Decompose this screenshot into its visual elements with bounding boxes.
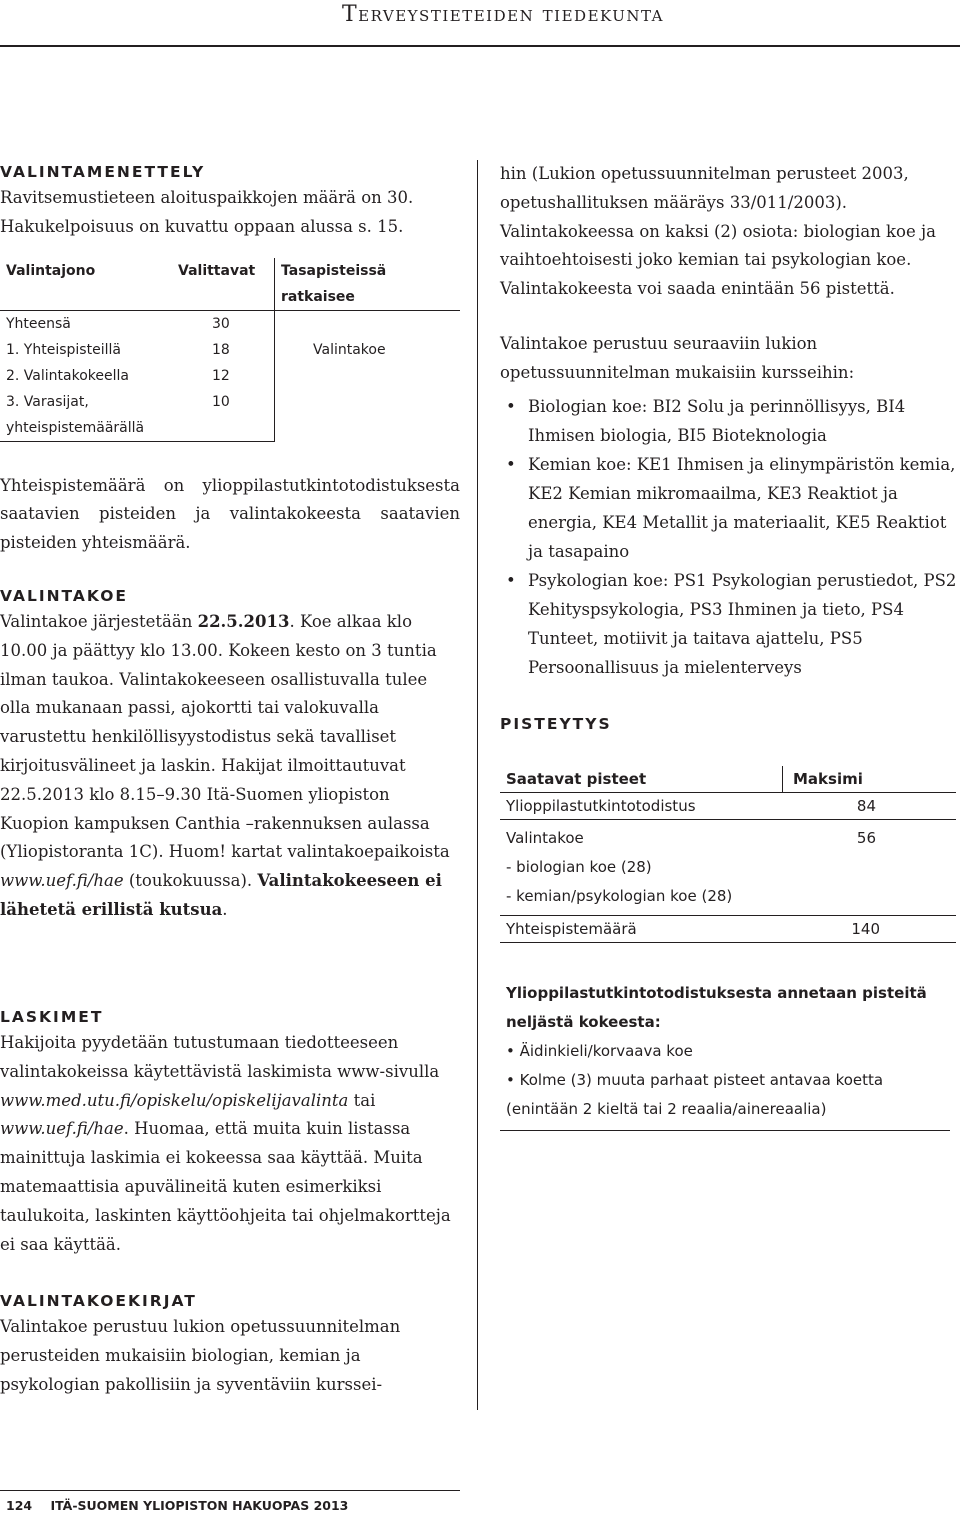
bullet-icon: • xyxy=(506,396,516,416)
uef-link[interactable]: www.uef.fi/hae xyxy=(0,871,124,891)
valintakoekirjat-text: Valintakoe perustuu lukion opetussuunnitelman perusteiden mukaisiin biologian, kemian ja psykologian pakollisiin ja syventäviin kurssei- xyxy=(0,1317,401,1394)
col-header-tasapisteissa: Tasapisteissä xyxy=(281,262,387,279)
row-label: yhteispistemäärällä xyxy=(0,415,172,442)
laskimet-text: Hakijoita pyydetään tutustumaan tiedotteeseen valintakokeissa käytettävistä laskimista www-sivulla www.med.utu.fi/opiskelu/opiskelijavalinta tai www.uef.fi/hae. Huomaa, että muita kuin listassa mainittuja laskimia ei kokeessa saa käyttää. Muita matemaattisia apuvälineitä kuten esimerkiksi taulukoita, laskinten käyttöohjeita tai ohjelmakortteja ei saa käyttää. xyxy=(0,1033,451,1254)
bullet-icon: • xyxy=(506,454,516,474)
row-count: 18 xyxy=(172,337,275,363)
points-row-value: 84 xyxy=(783,792,957,819)
row-count: 10 xyxy=(172,389,275,415)
heading-valintamenettely: VALINTAMENETTELY xyxy=(0,163,206,181)
list-item: • Biologian koe: BI2 Solu ja perinnöllisyys, BI4 Ihmisen biologia, BI5 Bioteknologia xyxy=(500,392,960,450)
publication-title: ITÄ-SUOMEN YLIOPISTON HAKUOPAS 2013 xyxy=(50,1498,349,1513)
list-item: • Psykologian koe: PS1 Psykologian perustiedot, PS2 Kehityspsykologia, PS3 Ihminen ja tieto, PS4 Tunteet, motiivit ja taitava ajattelu, PS5 Persoonallisuus ja mielenterveys xyxy=(500,566,960,682)
continued-text: hin (Lukion opetussuunnitelman perusteet 2003, opetushallituksen määräys 33/011/2003). Valintakokeessa on kaksi (2) osiota: biologian koe ja vaihtoehtoisesti joko kemian tai psykologian koe. Valintakokeesta voi saada enintään 56 pistettä. xyxy=(500,164,936,299)
row-count: 30 xyxy=(172,310,275,337)
left-column xyxy=(0,160,460,925)
column-divider xyxy=(477,160,478,1410)
page-number: 124 xyxy=(6,1498,33,1513)
selection-table xyxy=(0,258,460,442)
heading-pisteytys: PISTEYTYS xyxy=(500,714,612,733)
row-tie: Valintakoe xyxy=(313,341,386,358)
points-row-sub: - kemian/psykologian koe (28) xyxy=(506,886,733,905)
points-row-value: 56 xyxy=(783,819,957,915)
right-column xyxy=(500,160,960,1131)
header-divider xyxy=(0,45,960,47)
yhteispisteet-text: Yhteispistemäärä on ylioppilastutkintotodistuksesta saatavien pisteiden ja valintakokeesta saatavien pisteiden yhteismäärä. xyxy=(0,475,460,553)
valintakoe-date: 22.5.2013 xyxy=(197,611,290,631)
valintakoe-text: Valintakoe järjestetään 22.5.2013. Koe alkaa klo 10.00 ja päättyy klo 13.00. Kokeen kesto on 3 tuntia ilman taukoa. Valintakokeeseen osallistuvalla tulee olla mukanaan passi, ajokortti tai valokuvalla varustettu henkilöllisyystodistus sekä tavalliset kirjoitusvälineet ja laskin. Hakijat ilmoittautuvat 22.5.2013 klo 8.15–9.30 Itä-Suomen yliopiston Kuopion kampuksen Canthia –rakennuksen aulassa (Yliopistoranta 1C). Huom! kartat valintakoepaikoista www.uef.fi/hae (toukokuussa). Valintakokeeseen ei lähetetä erillistä kutsua. xyxy=(0,611,450,919)
points-table xyxy=(500,766,956,943)
yo-note xyxy=(500,979,950,1131)
points-row-sub: - biologian koe (28) xyxy=(506,857,652,876)
heading-valintakoe: VALINTAKOE xyxy=(0,586,129,605)
courses-list xyxy=(500,392,960,682)
valintamenettely-text: Ravitsemustieteen aloituspaikkojen määrä on 30. Hakukelpoisuus on kuvattu oppaan alussa s. 15. xyxy=(0,188,414,236)
yo-note-item: • Äidinkieli/korvaava koe xyxy=(506,1041,693,1060)
yo-note-item: (enintään 2 kieltä tai 2 reaalia/ainereaalia) xyxy=(506,1099,827,1118)
col-header-ratkaisee: ratkaisee xyxy=(275,284,461,311)
list-item: • Kemian koe: KE1 Ihmisen ja elinympäristön kemia, KE2 Kemian mikromaailma, KE3 Reaktiot ja energia, KE4 Metallit ja materiaalit, KE5 Reaktiot ja tasapaino xyxy=(500,450,960,566)
row-label: 1. Yhteispisteillä xyxy=(6,341,121,358)
col-header-valittavat: Valittavat xyxy=(172,258,275,284)
courses-intro: Valintakoe perustuu seuraaviin lukion opetussuunnitelman mukaisiin kursseihin: xyxy=(500,333,855,382)
row-label: 3. Varasijat, xyxy=(6,393,89,410)
points-row-label: Yhteispistemäärä xyxy=(500,915,783,942)
points-header-max: Maksimi xyxy=(783,766,957,793)
points-header-label: Saatavat pisteet xyxy=(500,766,783,793)
row-label: Yhteensä xyxy=(6,315,71,332)
no-invitation-note: Valintakokeeseen ei lähetetä erillistä kutsua xyxy=(0,871,442,919)
uef-link-2[interactable]: www.uef.fi/hae xyxy=(0,1119,124,1139)
yo-note-item: • Kolme (3) muuta parhaat pisteet antavaa koetta xyxy=(506,1070,884,1089)
row-label: 2. Valintakokeella xyxy=(6,367,129,384)
page-header-title: Terveystieteiden tiedekunta xyxy=(341,2,664,27)
footer-divider xyxy=(0,1490,460,1491)
heading-laskimet: LASKIMET xyxy=(0,1008,104,1026)
col-header-valintajono: Valintajono xyxy=(6,262,96,279)
row-count: 12 xyxy=(172,363,275,389)
points-row-label: Valintakoe xyxy=(506,828,584,847)
heading-valintakoekirjat: VALINTAKOEKIRJAT xyxy=(0,1292,197,1311)
utu-link[interactable]: www.med.utu.fi/opiskelu/opiskelijavalinta xyxy=(0,1090,349,1110)
points-row-value: 140 xyxy=(783,915,957,942)
yo-note-heading: Ylioppilastutkintotodistuksesta annetaan pisteitä neljästä kokeesta: xyxy=(506,983,927,1031)
footer xyxy=(6,1498,348,1513)
points-row-label: Ylioppilastutkintotodistus xyxy=(500,792,783,819)
left-column-lower xyxy=(0,1005,460,1400)
bullet-icon: • xyxy=(506,570,516,590)
